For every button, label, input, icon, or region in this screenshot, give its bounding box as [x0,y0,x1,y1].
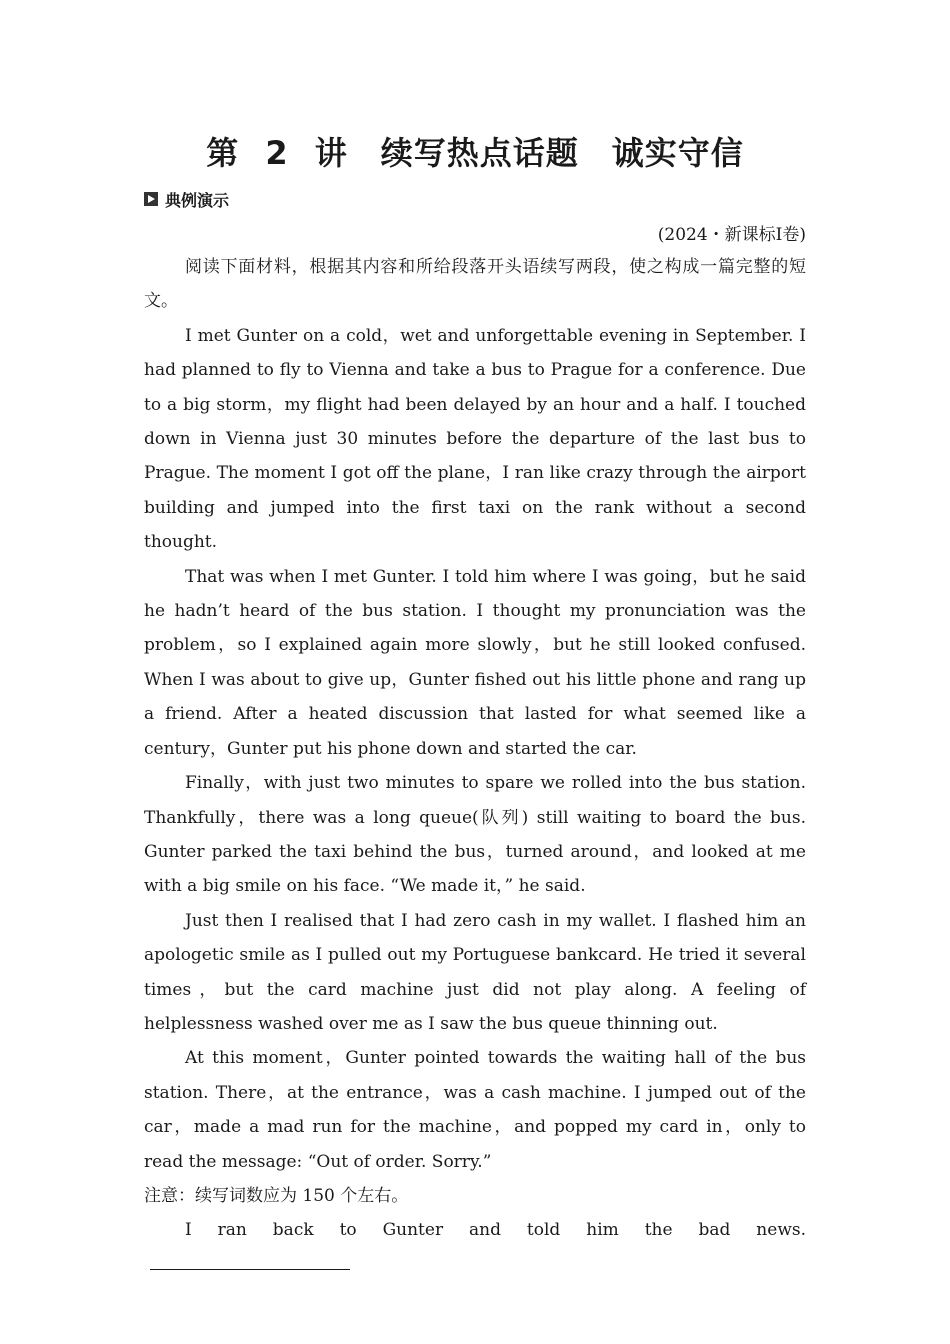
document-page [144,120,806,1282]
answer-blank-line[interactable] [150,1251,350,1270]
word-count-note: 注意：续写词数应为 150 个左右。 [144,1185,409,1206]
story-paragraph-1: I met Gunter on a cold，wet and unforgettable evening in September. I had planned to fly to Vienna and take a bus to Prague for a conference. Due to a big storm，my flight had been delayed by an hour and a half. I touched down in Vienna just 30 minutes before the departure of the last bus to Prague. The moment I got off the plane，I ran like crazy through the airport building and jumped into the first taxi on the rank without a second thought. [144,325,806,553]
instructions: 阅读下面材料，根据其内容和所给段落开头语续写两段，使之构成一篇完整的短文。 [144,257,806,312]
story-paragraph-2: That was when I met Gunter. I told him where I was going，but he said he hadn’t heard of the bus station. I thought my pronunciation was the problem，so I explained again more slowly，but he still looked confused. When I was about to give up，Gunter fished out his little phone and rang up a friend. After a heated discussion that lasted for what seemed like a century，Gunter put his phone down and started the car. [144,566,806,759]
continuation-prompt [144,1213,806,1282]
story-paragraph-3: Finally，with just two minutes to spare we rolled into the bus station. Thankfully，there was a long queue(队列) still waiting to board the bus. Gunter parked the taxi behind the bus，turned around，and looked at me with a big smile on his face. “We made it，” he said. [144,773,806,897]
section-label-text: 典例演示 [165,190,230,210]
source-citation: (2024・新课标Ⅰ卷) [657,225,806,245]
story-paragraph-5: At this moment，Gunter pointed towards the waiting hall of the bus station. There，at the entrance，was a cash machine. I jumped out of the car，made a mad run for the machine，and popped my card in，only to read the message: “Out of order. Sorry.” [144,1048,806,1172]
story-paragraph-4: Just then I realised that I had zero cash in my wallet. I flashed him an apologetic smile as I pulled out my Portuguese bankcard. He tried it several times，but the card machine just did not play along. A feeling of helplessness washed over me as I saw the bus queue thinning out. [144,910,806,1034]
continuation-start-text: I ran back to Gunter and told him the bad news. [185,1220,806,1241]
page-title: 第 2 讲 续写热点话题 诚实守信 [206,134,744,172]
section-label [144,186,806,212]
play-icon [144,192,158,206]
